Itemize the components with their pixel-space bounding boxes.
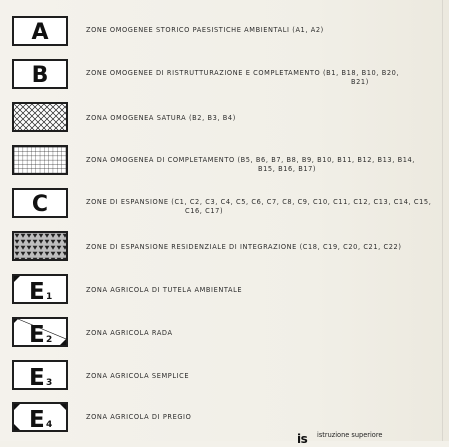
symbol-e3 bbox=[12, 360, 68, 390]
legend-label-completamento-line2: B15, B16, B17) bbox=[258, 165, 317, 173]
symbol-e4-index: 4 bbox=[46, 420, 53, 430]
legend-label-integrazione: ZONE DI ESPANSIONE RESIDENZIALE DI INTEGRAZIONE (C18, C19, C20, C21, C22) bbox=[86, 243, 402, 251]
publisher-mark: is bbox=[297, 432, 308, 446]
symbol-e3-index: 3 bbox=[46, 378, 53, 388]
legend-label-c-line2: C16, C17) bbox=[185, 207, 224, 215]
legend-label-e2: ZONA AGRICOLA RADA bbox=[86, 329, 173, 337]
symbol-e4 bbox=[12, 402, 68, 432]
publisher-logo bbox=[297, 428, 383, 447]
symbol-e2-letter: E bbox=[29, 322, 45, 345]
symbol-b bbox=[12, 59, 68, 89]
grid-symbol bbox=[12, 145, 68, 175]
symbol-c-letter: C bbox=[31, 192, 49, 216]
symbol-e4-letter: E bbox=[29, 407, 45, 430]
publisher-name: istruzione superiore bbox=[317, 431, 383, 439]
legend-label-completamento-line1: ZONA OMOGENEA DI COMPLETAMENTO (B5, B6, B7, B8, B9, B10, B11, B12, B13, B14, bbox=[86, 156, 415, 164]
symbol-e3-letter: E bbox=[29, 365, 45, 388]
legend-label-satura: ZONA OMOGENEA SATURA (B2, B3, B4) bbox=[86, 114, 236, 122]
legend-label-b-line2: B21) bbox=[351, 78, 369, 86]
legend-label-e1: ZONA AGRICOLA DI TUTELA AMBIENTALE bbox=[86, 286, 243, 294]
legend-label-b-line1: ZONE OMOGENEE DI RISTRUTTURAZIONE E COMPLETAMENTO (B1, B18, B10, B20, bbox=[86, 69, 400, 77]
legend-label-c-line1: ZONE DI ESPANSIONE (C1, C2, C3, C4, C5, C6, C7, C8, C9, C10, C11, C12, C13, C14, C15, bbox=[86, 198, 432, 206]
legend-label-b bbox=[86, 69, 399, 87]
page-fold bbox=[442, 0, 443, 441]
legend-label-e3: ZONA AGRICOLA SEMPLICE bbox=[86, 372, 190, 380]
symbol-e1 bbox=[12, 274, 68, 304]
symbol-a-letter: A bbox=[31, 20, 49, 44]
symbol-b-letter: B bbox=[31, 63, 49, 87]
hatch-diagonal-symbol bbox=[12, 102, 68, 132]
legend-label-a: ZONE OMOGENEE STORICO PAESISTICHE AMBIENTALI (A1, A2) bbox=[86, 26, 324, 34]
legend-label-c bbox=[86, 198, 431, 216]
symbol-e1-index: 1 bbox=[46, 292, 53, 302]
symbol-a bbox=[12, 16, 68, 46]
legend-label-completamento bbox=[86, 156, 415, 174]
symbol-e1-letter: E bbox=[29, 279, 45, 302]
triangle-pattern-symbol bbox=[12, 231, 68, 261]
legend-label-e4: ZONA AGRICOLA DI PREGIO bbox=[86, 413, 192, 421]
symbol-c bbox=[12, 188, 68, 218]
symbol-e2-index: 2 bbox=[46, 335, 53, 345]
symbol-e2 bbox=[12, 317, 68, 347]
